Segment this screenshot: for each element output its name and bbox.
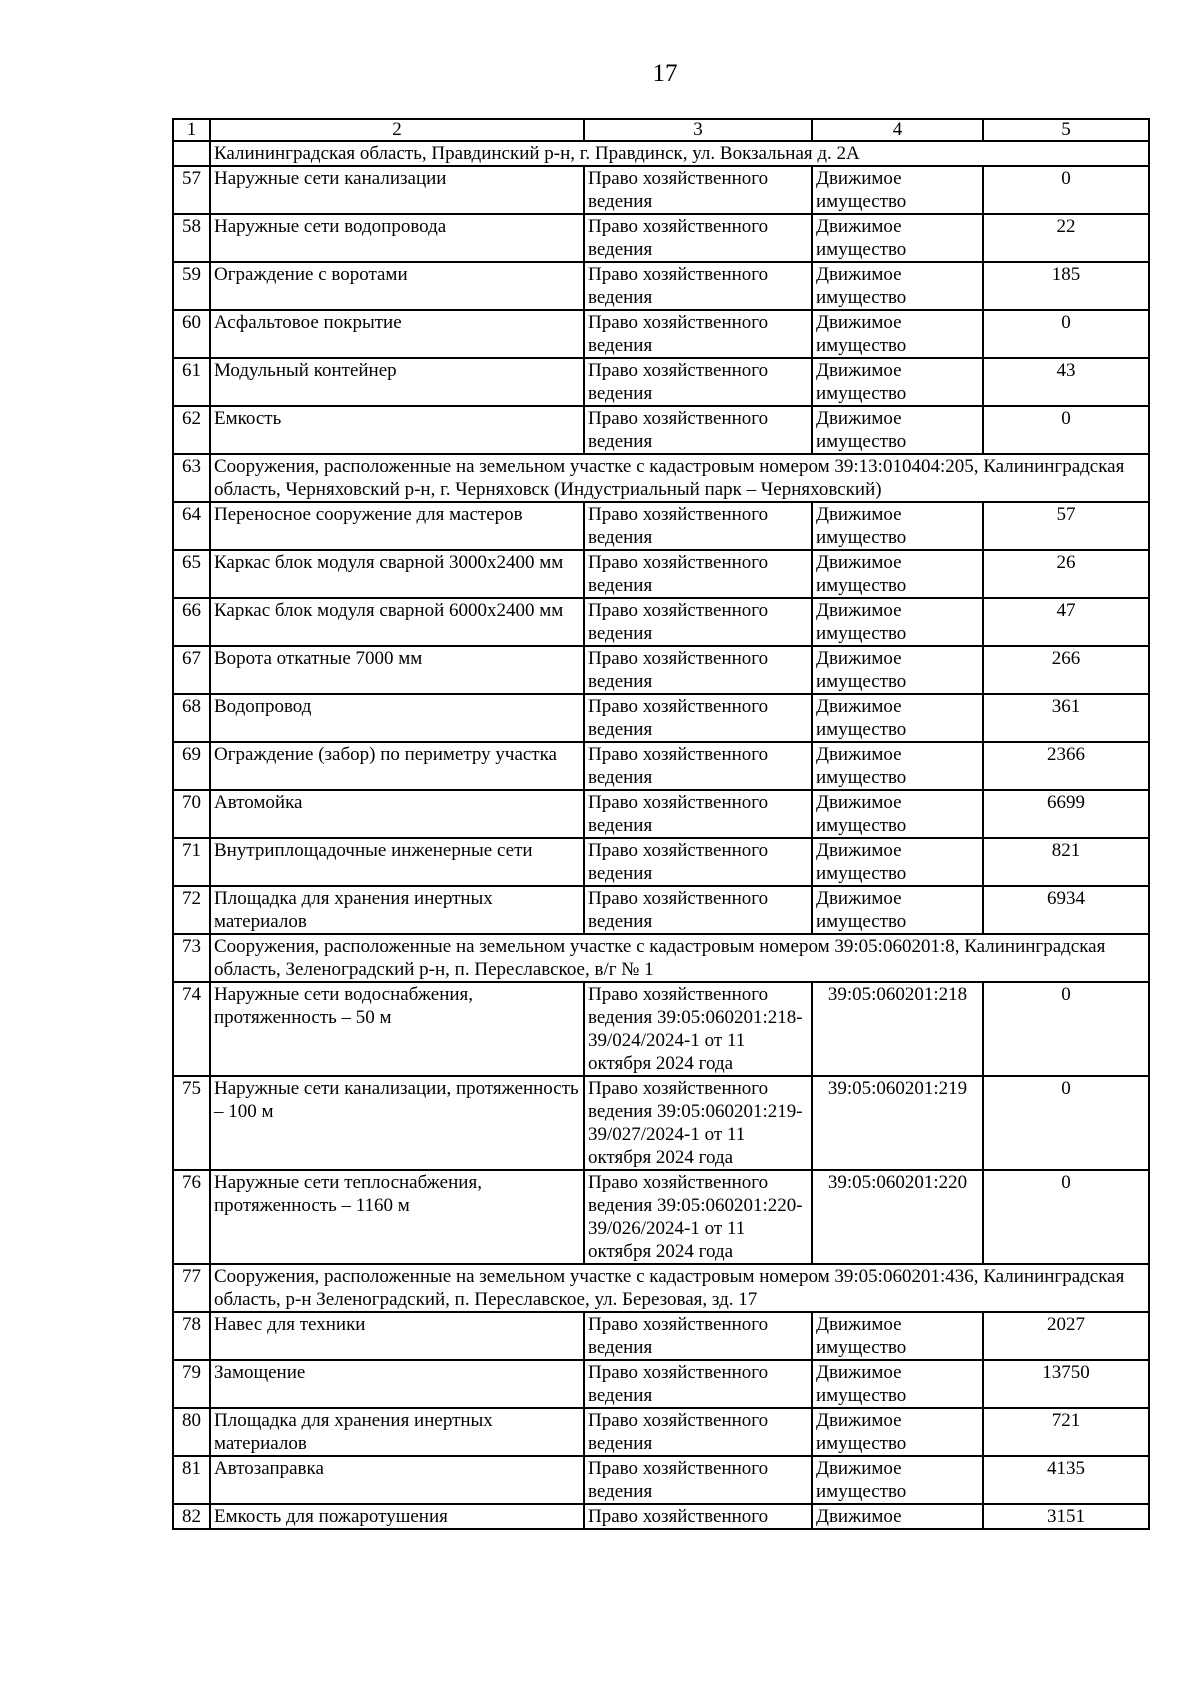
item-value: 3151 bbox=[983, 1504, 1149, 1529]
row-number: 65 bbox=[173, 550, 210, 598]
item-name: Площадка для хранения инертных материалов bbox=[210, 1408, 584, 1456]
property-status: Движимое имущество bbox=[812, 1456, 983, 1504]
property-table bbox=[172, 118, 1150, 1530]
row-number: 64 bbox=[173, 502, 210, 550]
column-header-1: 1 bbox=[173, 119, 210, 141]
table-row bbox=[173, 886, 1149, 934]
property-status: Движимое имущество bbox=[812, 1408, 983, 1456]
table-row bbox=[173, 502, 1149, 550]
property-status: Движимое имущество bbox=[812, 598, 983, 646]
item-value: 0 bbox=[983, 166, 1149, 214]
row-number: 82 bbox=[173, 1504, 210, 1529]
item-name: Внутриплощадочные инженерные сети bbox=[210, 838, 584, 886]
table-row bbox=[173, 262, 1149, 310]
table-row bbox=[173, 838, 1149, 886]
section-row bbox=[173, 454, 1149, 502]
item-name: Наружные сети водоснабжения, протяженность – 50 м bbox=[210, 982, 584, 1076]
ownership-right: Право хозяйственного ведения bbox=[584, 310, 812, 358]
table-row bbox=[173, 982, 1149, 1076]
property-status: Движимое имущество bbox=[812, 310, 983, 358]
table-header-row bbox=[173, 119, 1149, 141]
property-status: 39:05:060201:220 bbox=[812, 1170, 983, 1264]
table-row bbox=[173, 1170, 1149, 1264]
page-number: 17 bbox=[652, 60, 678, 87]
item-value: 0 bbox=[983, 1076, 1149, 1170]
empty-cell bbox=[173, 141, 210, 166]
item-value: 821 bbox=[983, 838, 1149, 886]
table-row bbox=[173, 1504, 1149, 1529]
item-name: Наружные сети теплоснабжения, протяженность – 1160 м bbox=[210, 1170, 584, 1264]
column-header-4: 4 bbox=[812, 119, 983, 141]
property-status: Движимое имущество bbox=[812, 406, 983, 454]
table-row bbox=[173, 1076, 1149, 1170]
table-row bbox=[173, 1456, 1149, 1504]
item-value: 0 bbox=[983, 406, 1149, 454]
section-row bbox=[173, 1264, 1149, 1312]
item-name: Ограждение с воротами bbox=[210, 262, 584, 310]
ownership-right: Право хозяйственного ведения 39:05:060201:218- 39/024/2024-1 от 11 октября 2024 года bbox=[584, 982, 812, 1076]
item-name: Навес для техники bbox=[210, 1312, 584, 1360]
property-status: Движимое имущество bbox=[812, 550, 983, 598]
ownership-right: Право хозяйственного ведения bbox=[584, 166, 812, 214]
row-number: 75 bbox=[173, 1076, 210, 1170]
item-name: Каркас блок модуля сварной 3000х2400 мм bbox=[210, 550, 584, 598]
ownership-right: Право хозяйственного ведения bbox=[584, 406, 812, 454]
property-status: 39:05:060201:218 bbox=[812, 982, 983, 1076]
row-number: 72 bbox=[173, 886, 210, 934]
item-name: Асфальтовое покрытие bbox=[210, 310, 584, 358]
item-value: 22 bbox=[983, 214, 1149, 262]
ownership-right: Право хозяйственного ведения bbox=[584, 742, 812, 790]
property-status: Движимое имущество bbox=[812, 358, 983, 406]
ownership-right: Право хозяйственного ведения bbox=[584, 598, 812, 646]
table-row bbox=[173, 646, 1149, 694]
item-name: Ворота откатные 7000 мм bbox=[210, 646, 584, 694]
table-row bbox=[173, 1408, 1149, 1456]
property-status: 39:05:060201:219 bbox=[812, 1076, 983, 1170]
item-name: Наружные сети канализации bbox=[210, 166, 584, 214]
ownership-right: Право хозяйственного ведения bbox=[584, 838, 812, 886]
table-row bbox=[173, 790, 1149, 838]
row-number: 69 bbox=[173, 742, 210, 790]
row-number: 61 bbox=[173, 358, 210, 406]
item-value: 2366 bbox=[983, 742, 1149, 790]
item-value: 6699 bbox=[983, 790, 1149, 838]
table-row bbox=[173, 742, 1149, 790]
property-status: Движимое имущество bbox=[812, 166, 983, 214]
property-status: Движимое имущество bbox=[812, 886, 983, 934]
row-number: 58 bbox=[173, 214, 210, 262]
ownership-right: Право хозяйственного ведения bbox=[584, 1408, 812, 1456]
item-value: 4135 bbox=[983, 1456, 1149, 1504]
ownership-right: Право хозяйственного ведения bbox=[584, 1456, 812, 1504]
item-value: 6934 bbox=[983, 886, 1149, 934]
ownership-right: Право хозяйственного ведения bbox=[584, 790, 812, 838]
property-status: Движимое имущество bbox=[812, 1312, 983, 1360]
section-text: Сооружения, расположенные на земельном участке с кадастровым номером 39:05:060201:8, Калининградская область, Зеленоградский р-н, п. Переславское, в/г № 1 bbox=[210, 934, 1149, 982]
row-number: 73 bbox=[173, 934, 210, 982]
item-name: Ограждение (забор) по периметру участка bbox=[210, 742, 584, 790]
property-status: Движимое имущество bbox=[812, 214, 983, 262]
property-status: Движимое имущество bbox=[812, 694, 983, 742]
item-value: 13750 bbox=[983, 1360, 1149, 1408]
ownership-right: Право хозяйственного ведения bbox=[584, 1312, 812, 1360]
table-body bbox=[173, 119, 1149, 1529]
item-name: Наружные сети канализации, протяженность – 100 м bbox=[210, 1076, 584, 1170]
item-value: 47 bbox=[983, 598, 1149, 646]
item-name: Замощение bbox=[210, 1360, 584, 1408]
item-name: Каркас блок модуля сварной 6000х2400 мм bbox=[210, 598, 584, 646]
item-name: Водопровод bbox=[210, 694, 584, 742]
ownership-right: Право хозяйственного ведения bbox=[584, 646, 812, 694]
column-header-5: 5 bbox=[983, 119, 1149, 141]
item-value: 26 bbox=[983, 550, 1149, 598]
item-name: Наружные сети водопровода bbox=[210, 214, 584, 262]
item-name: Автозаправка bbox=[210, 1456, 584, 1504]
property-status: Движимое имущество bbox=[812, 262, 983, 310]
ownership-right: Право хозяйственного ведения 39:05:060201:219- 39/027/2024-1 от 11 октября 2024 года bbox=[584, 1076, 812, 1170]
row-number: 76 bbox=[173, 1170, 210, 1264]
item-value: 721 bbox=[983, 1408, 1149, 1456]
row-number: 60 bbox=[173, 310, 210, 358]
property-status: Движимое имущество bbox=[812, 790, 983, 838]
ownership-right: Право хозяйственного ведения bbox=[584, 886, 812, 934]
ownership-right: Право хозяйственного bbox=[584, 1504, 812, 1529]
item-value: 0 bbox=[983, 310, 1149, 358]
row-number: 67 bbox=[173, 646, 210, 694]
row-number: 63 bbox=[173, 454, 210, 502]
row-number: 57 bbox=[173, 166, 210, 214]
property-status: Движимое имущество bbox=[812, 838, 983, 886]
table-row bbox=[173, 358, 1149, 406]
property-status: Движимое bbox=[812, 1504, 983, 1529]
item-name: Площадка для хранения инертных материалов bbox=[210, 886, 584, 934]
item-value: 2027 bbox=[983, 1312, 1149, 1360]
table-row bbox=[173, 166, 1149, 214]
row-number: 59 bbox=[173, 262, 210, 310]
ownership-right: Право хозяйственного ведения bbox=[584, 262, 812, 310]
column-header-2: 2 bbox=[210, 119, 584, 141]
table-row bbox=[173, 1360, 1149, 1408]
row-number: 81 bbox=[173, 1456, 210, 1504]
property-status: Движимое имущество bbox=[812, 646, 983, 694]
property-status: Движимое имущество bbox=[812, 742, 983, 790]
item-value: 0 bbox=[983, 982, 1149, 1076]
property-status: Движимое имущество bbox=[812, 502, 983, 550]
row-number: 71 bbox=[173, 838, 210, 886]
item-value: 361 bbox=[983, 694, 1149, 742]
item-name: Емкость bbox=[210, 406, 584, 454]
ownership-right: Право хозяйственного ведения bbox=[584, 358, 812, 406]
table-row bbox=[173, 310, 1149, 358]
item-name: Модульный контейнер bbox=[210, 358, 584, 406]
table-row bbox=[173, 550, 1149, 598]
row-number: 74 bbox=[173, 982, 210, 1076]
property-status: Движимое имущество bbox=[812, 1360, 983, 1408]
item-value: 185 bbox=[983, 262, 1149, 310]
row-number: 66 bbox=[173, 598, 210, 646]
row-number: 70 bbox=[173, 790, 210, 838]
item-name: Автомойка bbox=[210, 790, 584, 838]
ownership-right: Право хозяйственного ведения bbox=[584, 214, 812, 262]
address-text: Калининградская область, Правдинский р-н, г. Правдинск, ул. Вокзальная д. 2А bbox=[210, 141, 1149, 166]
table-row bbox=[173, 694, 1149, 742]
item-value: 0 bbox=[983, 1170, 1149, 1264]
item-value: 57 bbox=[983, 502, 1149, 550]
table-row bbox=[173, 1312, 1149, 1360]
item-name: Переносное сооружение для мастеров bbox=[210, 502, 584, 550]
row-number: 68 bbox=[173, 694, 210, 742]
row-number: 62 bbox=[173, 406, 210, 454]
section-text: Сооружения, расположенные на земельном участке с кадастровым номером 39:13:010404:205, Калининградская область, Черняховский р-н, г. Черняховск (Индустриальный парк – Черняховский) bbox=[210, 454, 1149, 502]
section-row bbox=[173, 934, 1149, 982]
table-row bbox=[173, 598, 1149, 646]
ownership-right: Право хозяйственного ведения bbox=[584, 694, 812, 742]
ownership-right: Право хозяйственного ведения 39:05:060201:220- 39/026/2024-1 от 11 октября 2024 года bbox=[584, 1170, 812, 1264]
column-header-3: 3 bbox=[584, 119, 812, 141]
table-row bbox=[173, 406, 1149, 454]
row-number: 79 bbox=[173, 1360, 210, 1408]
table-row bbox=[173, 214, 1149, 262]
row-number: 80 bbox=[173, 1408, 210, 1456]
ownership-right: Право хозяйственного ведения bbox=[584, 550, 812, 598]
section-text: Сооружения, расположенные на земельном участке с кадастровым номером 39:05:060201:436, Калининградская область, р-н Зеленоградский, п. Переславское, ул. Березовая, зд. 17 bbox=[210, 1264, 1149, 1312]
item-name: Емкость для пожаротушения bbox=[210, 1504, 584, 1529]
address-row bbox=[173, 141, 1149, 166]
item-value: 266 bbox=[983, 646, 1149, 694]
ownership-right: Право хозяйственного ведения bbox=[584, 1360, 812, 1408]
item-value: 43 bbox=[983, 358, 1149, 406]
row-number: 78 bbox=[173, 1312, 210, 1360]
row-number: 77 bbox=[173, 1264, 210, 1312]
ownership-right: Право хозяйственного ведения bbox=[584, 502, 812, 550]
